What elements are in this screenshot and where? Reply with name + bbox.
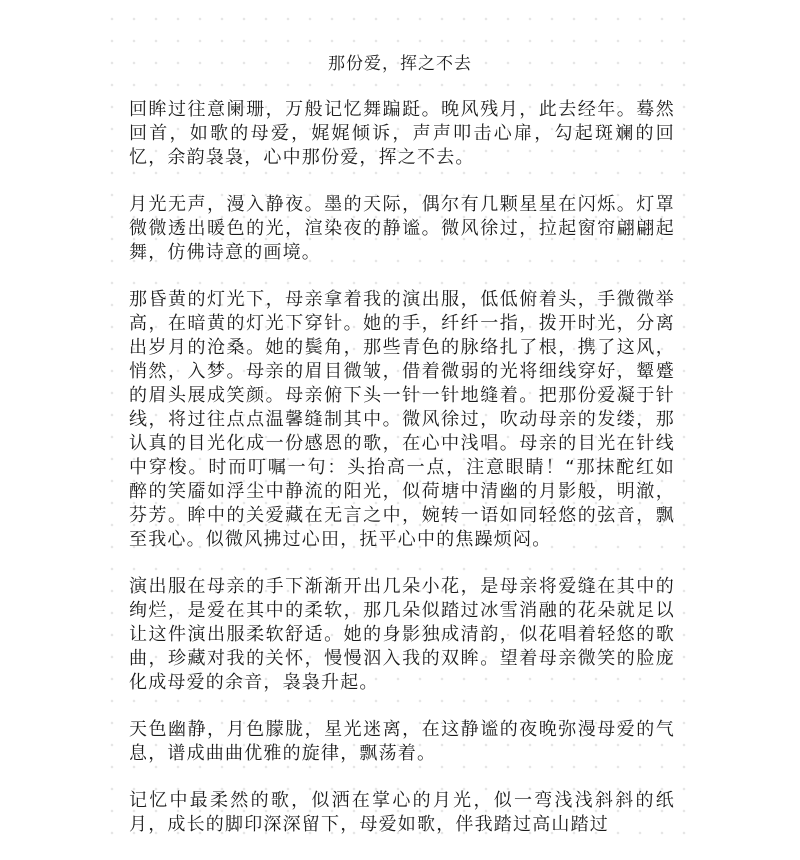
- paragraph-6: 记忆中最柔然的歌，似洒在掌心的月光，似一弯浅浅斜斜的纸月，成长的脚印深深留下，母爱如歌，伴我踏过高山踏过: [129, 790, 675, 835]
- paragraph-1: 回眸过往意阑珊，万般记忆舞蹁跹。晚风残月，此去经年。蓦然回首，如歌的母爱，娓娓倾诉，声声叩击心扉，勾起斑斓的回忆，余韵袅袅，心中那份爱，挥之不去。: [129, 99, 675, 168]
- paragraph-3: 那昏黄的灯光下，母亲拿着我的演出服，低低俯着头，手微微举高，在暗黄的灯光下穿针。她的手，纤纤一指，拨开时光，分离出岁月的沧桑。她的鬓角，那些青色的脉络扎了根，携了这风，悄然，入梦。母亲的眉目微皱，借着微弱的光将细线穿好，颦蹙的眉头展成笑颜。母亲俯下头一针一针地缝着。把那份爱凝于针线，将过往点点温馨缝制其中。微风徐过，吹动母亲的发缕，那认真的目光化成一份感恩的歌，在心中浅唱。母亲的目光在针线中穿梭。时而叮嘱一句：头抬高一点，注意眼睛！“那抹酡红如醉的笑靥如浮尘中静流的阳光，似荷塘中清幽的月影般，明澈，芬芳。眸中的关爱藏在无言之中，婉转一语如同轻悠的弦音，飘至我心。似微风拂过心田，抚平心中的焦躁烦闷。: [129, 289, 675, 550]
- paragraph-2: 月光无声，漫入静夜。墨的天际，偶尔有几颗星星在闪烁。灯罩微微透出暖色的光，渲染夜的静谧。微风徐过，拉起窗帘翩翩起舞，仿佛诗意的画境。: [129, 194, 675, 263]
- paragraph-5: 天色幽静，月色朦胧，星光迷离，在这静谧的夜晚弥漫母爱的气息，谱成曲曲优雅的旋律，飘荡着。: [129, 719, 675, 764]
- article-title: 那份爱，挥之不去: [328, 54, 472, 74]
- article-body: [129, 98, 675, 860]
- paragraph-4: 演出服在母亲的手下渐渐开出几朵小花，是母亲将爱缝在其中的绚烂，是爱在其中的柔软，那几朵似踏过冰雪消融的花朵就足以让这件演出服柔软舒适。她的身影独成清韵，似花唱着轻悠的歌曲，珍藏对我的关怀，慢慢泅入我的双眸。望着母亲微笑的脸庞化成母爱的余音，袅袅升起。: [129, 576, 675, 693]
